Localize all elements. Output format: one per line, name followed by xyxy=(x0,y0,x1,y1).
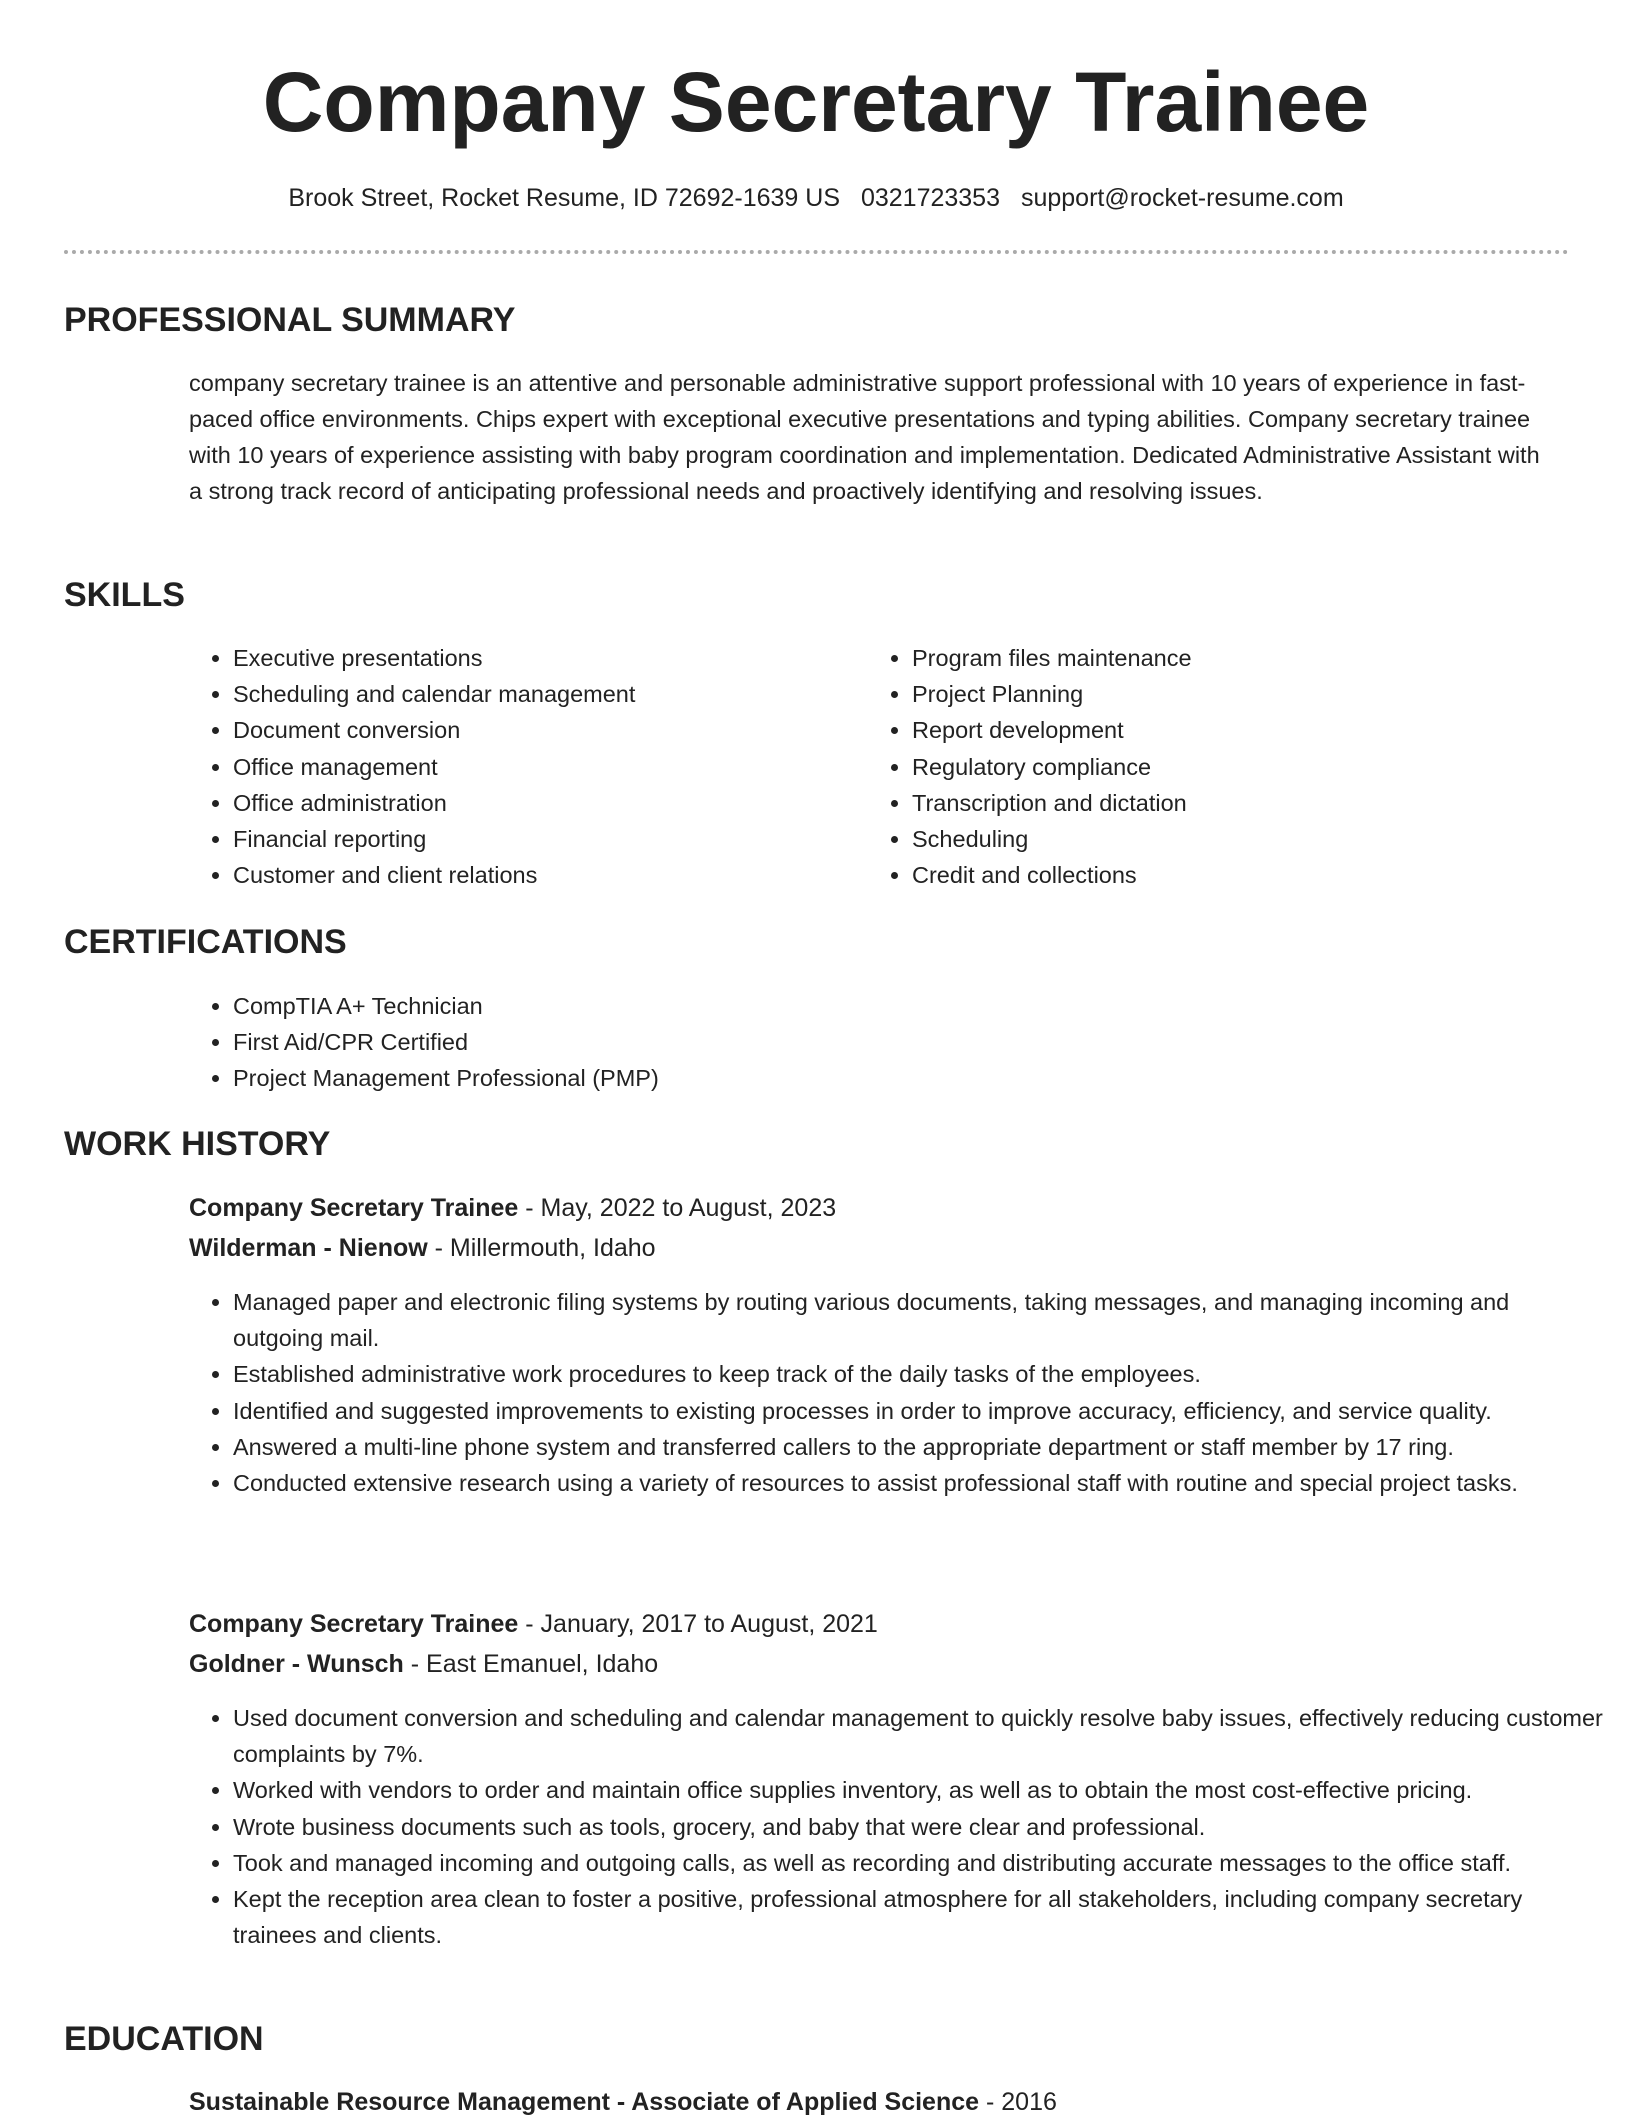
section-title-work-history: WORK HISTORY xyxy=(64,1125,331,1163)
contact-email: support@rocket-resume.com xyxy=(1020,184,1344,212)
contact-phone: 0321723353 xyxy=(860,184,1000,212)
job-dates: - May, 2022 to August, 2023 xyxy=(518,1194,837,1222)
section-title-education: EDUCATION xyxy=(64,2020,264,2058)
job-bullet: • Kept the reception area clean to foster a positive, professional atmosphere for all stakeholders, including company secretary trainees and clients. xyxy=(233,1881,1603,1953)
skill-item: • Report development xyxy=(912,712,1592,748)
job-title-line xyxy=(189,1606,878,1642)
job-company-line xyxy=(189,1230,656,1266)
summary-text: company secretary trainee is an attentive and personable administrative support professional with 10 years of experience in fast-paced office environments. Chips expert with exceptional executive presentations and typing abilities. Company secretary trainee with 10 years of experience assisting with baby program coordination and implementation. Dedicated Administrative Assistant with a strong track record of anticipating professional needs and proactively identifying and resolving issues. xyxy=(189,370,1540,504)
job-location: - East Emanuel, Idaho xyxy=(403,1650,659,1678)
job-company: Goldner - Wunsch xyxy=(189,1650,404,1678)
certifications-list xyxy=(189,988,1603,1097)
skill-item: • Project Planning xyxy=(912,676,1592,712)
skills-list-left xyxy=(189,640,863,893)
skill-item: • Document conversion xyxy=(233,712,863,748)
job-bullet: • Wrote business documents such as tools, grocery, and baby that were clear and professional. xyxy=(233,1809,1603,1845)
job-company-line xyxy=(189,1646,658,1682)
skill-item: • Program files maintenance xyxy=(912,640,1592,676)
skill-item: • Office management xyxy=(233,749,863,785)
education-year: - 2016 xyxy=(979,2088,1057,2116)
job-location: - Millermouth, Idaho xyxy=(427,1234,656,1262)
section-title-skills: SKILLS xyxy=(64,576,185,614)
job-title-line xyxy=(189,1190,836,1226)
job-bullets xyxy=(189,1700,1603,1953)
job-bullet: • Worked with vendors to order and maintain office supplies inventory, as well as to obtain the most cost-effective pricing. xyxy=(233,1772,1603,1808)
section-title-summary: PROFESSIONAL SUMMARY xyxy=(64,301,516,339)
skill-item: • Credit and collections xyxy=(912,857,1592,893)
skill-item: • Transcription and dictation xyxy=(912,785,1592,821)
contact-line xyxy=(0,180,1632,216)
job-bullet: • Established administrative work procedures to keep track of the daily tasks of the employees. xyxy=(233,1356,1603,1392)
job-company: Wilderman - Nienow xyxy=(189,1234,428,1262)
job-bullet: • Identified and suggested improvements to existing processes in order to improve accuracy, efficiency, and service quality. xyxy=(233,1393,1603,1429)
section-title-certifications: CERTIFICATIONS xyxy=(64,923,347,961)
skills-list-right xyxy=(868,640,1592,893)
job-bullet: • Managed paper and electronic filing systems by routing various documents, taking messages, and managing incoming and outgoing mail. xyxy=(233,1284,1603,1356)
job-bullet: • Answered a multi-line phone system and transferred callers to the appropriate department or staff member by 17 ring. xyxy=(233,1429,1603,1465)
contact-address: Brook Street, Rocket Resume, ID 72692-1639 US xyxy=(288,184,840,212)
job-role: Company Secretary Trainee xyxy=(189,1610,519,1638)
skill-item: • Executive presentations xyxy=(233,640,863,676)
certification-item: • Project Management Professional (PMP) xyxy=(233,1060,1603,1096)
education-degree: Sustainable Resource Management - Associate of Applied Science xyxy=(189,2088,980,2116)
certification-item: • First Aid/CPR Certified xyxy=(233,1024,1603,1060)
job-bullet: • Took and managed incoming and outgoing calls, as well as recording and distributing accurate messages to the office staff. xyxy=(233,1845,1603,1881)
header-divider xyxy=(64,250,1569,254)
skill-item: • Scheduling xyxy=(912,821,1592,857)
skill-item: • Customer and client relations xyxy=(233,857,863,893)
education-line xyxy=(189,2084,1057,2120)
skill-item: • Office administration xyxy=(233,785,863,821)
job-bullet: • Used document conversion and scheduling and calendar management to quickly resolve baby issues, effectively reducing customer complaints by 7%. xyxy=(233,1700,1603,1772)
skill-item: • Financial reporting xyxy=(233,821,863,857)
job-dates: - January, 2017 to August, 2021 xyxy=(518,1610,878,1638)
job-role: Company Secretary Trainee xyxy=(189,1194,519,1222)
resume-name: Company Secretary Trainee xyxy=(262,55,1370,149)
skill-item: • Scheduling and calendar management xyxy=(233,676,863,712)
job-bullet: • Conducted extensive research using a variety of resources to assist professional staff with routine and special project tasks. xyxy=(233,1465,1603,1501)
certification-item: • CompTIA A+ Technician xyxy=(233,988,1603,1024)
skill-item: • Regulatory compliance xyxy=(912,749,1592,785)
job-bullets xyxy=(189,1284,1603,1501)
